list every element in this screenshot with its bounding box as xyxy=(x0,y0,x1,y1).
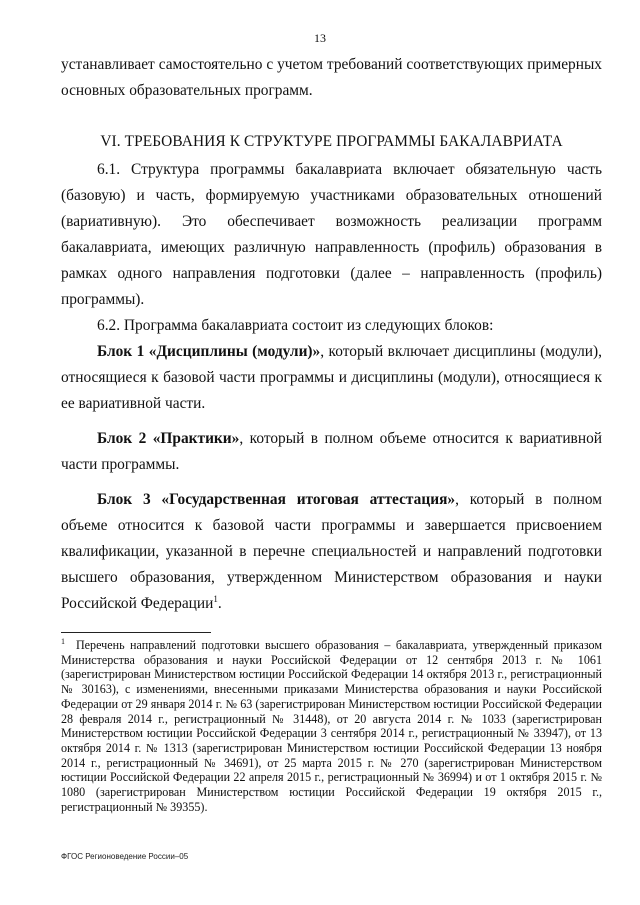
block-2-title: Блок 2 «Практики» xyxy=(97,430,240,447)
block-3-text: , который в полном объеме относится к базовой части программы и завершается присвоением квалификации, указанной в перечне специальностей и направлений подготовки высшего образования, утвержденном Министерством образования и науки Российской Федерации xyxy=(61,491,602,612)
block-1-title: Блок 1 «Дисциплины (модули)» xyxy=(97,343,321,360)
paragraph-6-1: 6.1. Структура программы бакалавриата включает обязательную часть (базовую) и часть, формируемую участниками образовательных отношений (вариативную). Это обеспечивает возможность реализации программ бакалавриата, имеющих различную направленность (профиль) образования в рамках одного направления подготовки (далее – направленность (профиль) программы). xyxy=(61,161,602,308)
block-2-text: , который в полном объеме относится к вариативной части программы. xyxy=(61,430,602,473)
block-3-paragraph xyxy=(61,487,602,617)
footnote-mark: 1 xyxy=(61,636,65,646)
block-3-title: Блок 3 «Государственная итоговая аттестация» xyxy=(97,491,456,508)
page-footer: ФГОС Регионоведение России–05 xyxy=(61,852,189,861)
block-3-end: . xyxy=(217,595,222,612)
block-1-text: , который включает дисциплины (модули), относящиеся к базовой части программы и дисциплины (модули), относящиеся к ее вариативной части. xyxy=(61,343,602,412)
footnote-separator xyxy=(61,632,211,633)
block-1-paragraph xyxy=(61,339,602,417)
paragraph-6-2: 6.2. Программа бакалавриата состоит из следующих блоков: xyxy=(97,317,494,334)
main-text xyxy=(61,52,602,617)
footnote-reference: 1 xyxy=(213,593,218,604)
continuation-paragraph: устанавливает самостоятельно с учетом требований соответствующих примерных основных образовательных программ. xyxy=(61,56,602,99)
block-2-paragraph xyxy=(61,426,602,478)
footnote xyxy=(61,638,602,814)
footnote-text: Перечень направлений подготовки высшего образования – бакалавриата, утвержденный приказом Министерства образования и науки Российской Федерации от 12 сентября 2013 г. № 1061 (зарегистрирован Министерством юстиции Российской Федерации 14 октября 2013 г., регистрационный № 30163), с изменениями, внесенными приказами Министерства образования и науки Российской Федерации от 29 января 2014 г. № 63 (зарегистрирован Министерством юстиции Российской Федерации 28 февраля 2014 г., регистрационный № 31448), от 20 августа 2014 г. № 1033 (зарегистрирован Министерством юстиции Российской Федерации 3 сентября 2014 г., регистрационный № 33947), от 13 октября 2014 г. № 1313 (зарегистрирован Министерством юстиции Российской Федерации 13 ноября 2014 г., регистрационный № 34691), от 25 марта 2015 г. № 270 (зарегистрирован Министерством юстиции Российской Федерации 22 апреля 2015 г., регистрационный № 36994) и от 1 октября 2015 г. № 1080 (зарегистрирован Министерством юстиции Российской Федерации 19 октября 2015 г., регистрационный № 39355). xyxy=(61,638,602,814)
page-number: 13 xyxy=(314,31,326,45)
section-heading: VI. ТРЕБОВАНИЯ К СТРУКТУРЕ ПРОГРАММЫ БАКАЛАВРИАТА xyxy=(100,133,563,150)
